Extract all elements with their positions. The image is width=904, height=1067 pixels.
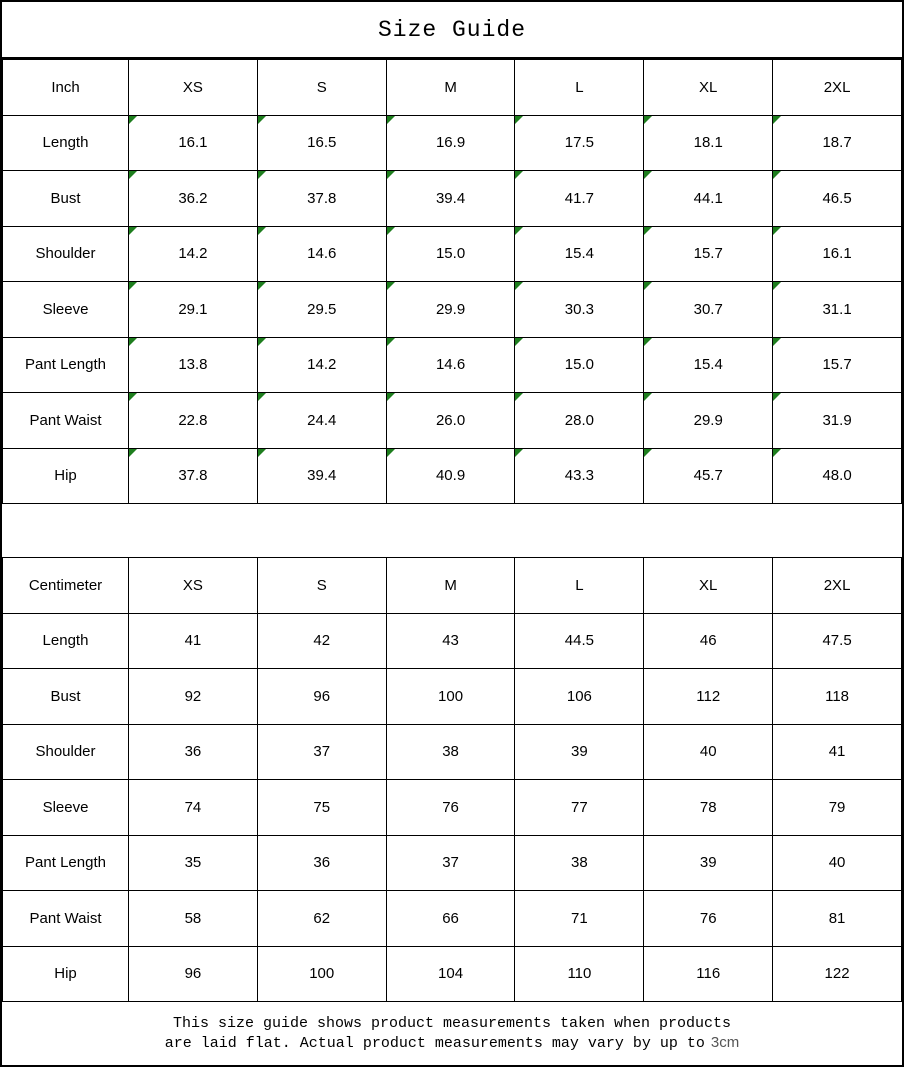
value-cell: 37 — [257, 724, 386, 780]
value-cell: 81 — [773, 891, 902, 947]
footer-note — [2, 1002, 902, 1065]
size-header-cell: XS — [129, 60, 258, 116]
value-cell: 37.8 — [257, 171, 386, 227]
value-cell: 28.0 — [515, 393, 644, 449]
value-cell: 40 — [644, 724, 773, 780]
table-row — [3, 171, 902, 227]
value-cell: 37 — [386, 835, 515, 891]
value-cell: 41 — [773, 724, 902, 780]
value-cell: 36 — [257, 835, 386, 891]
value-cell: 15.4 — [515, 226, 644, 282]
value-cell: 29.9 — [386, 282, 515, 338]
row-label: Sleeve — [3, 780, 129, 836]
value-cell: 15.0 — [386, 226, 515, 282]
footer-line-2-text: are laid flat. Actual product measurements may vary by up to — [164, 1035, 705, 1052]
value-cell: 29.9 — [644, 393, 773, 449]
value-cell: 116 — [644, 946, 773, 1002]
value-cell: 41.7 — [515, 171, 644, 227]
value-cell: 39 — [644, 835, 773, 891]
size-header-cell: M — [386, 558, 515, 614]
size-header-cell: L — [515, 558, 644, 614]
value-cell: 100 — [386, 669, 515, 725]
value-cell: 15.0 — [515, 337, 644, 393]
row-label: Shoulder — [3, 226, 129, 282]
table-row — [3, 115, 902, 171]
value-cell: 17.5 — [515, 115, 644, 171]
size-header-cell: 2XL — [773, 60, 902, 116]
value-cell: 44.1 — [644, 171, 773, 227]
value-cell: 76 — [386, 780, 515, 836]
cm-size-table — [2, 557, 902, 1002]
row-label: Bust — [3, 669, 129, 725]
value-cell: 100 — [257, 946, 386, 1002]
value-cell: 77 — [515, 780, 644, 836]
table-row — [3, 393, 902, 449]
inch-size-table — [2, 59, 902, 504]
value-cell: 30.7 — [644, 282, 773, 338]
row-label: Length — [3, 115, 129, 171]
value-cell: 76 — [644, 891, 773, 947]
size-header-cell: S — [257, 60, 386, 116]
value-cell: 106 — [515, 669, 644, 725]
value-cell: 43.3 — [515, 448, 644, 504]
value-cell: 112 — [644, 669, 773, 725]
header-row — [3, 558, 902, 614]
value-cell: 47.5 — [773, 613, 902, 669]
table-row — [3, 946, 902, 1002]
table-row — [3, 891, 902, 947]
table-row — [3, 835, 902, 891]
value-cell: 45.7 — [644, 448, 773, 504]
size-header-cell: L — [515, 60, 644, 116]
page-title: Size Guide — [2, 2, 902, 59]
value-cell: 38 — [515, 835, 644, 891]
value-cell: 14.2 — [129, 226, 258, 282]
value-cell: 46.5 — [773, 171, 902, 227]
table-row — [3, 724, 902, 780]
value-cell: 118 — [773, 669, 902, 725]
row-label: Pant Length — [3, 337, 129, 393]
footer-line-2 — [165, 1033, 739, 1053]
value-cell: 15.4 — [644, 337, 773, 393]
row-label: Shoulder — [3, 724, 129, 780]
value-cell: 14.6 — [257, 226, 386, 282]
value-cell: 18.1 — [644, 115, 773, 171]
value-cell: 104 — [386, 946, 515, 1002]
value-cell: 40 — [773, 835, 902, 891]
value-cell: 39.4 — [257, 448, 386, 504]
value-cell: 24.4 — [257, 393, 386, 449]
value-cell: 36.2 — [129, 171, 258, 227]
value-cell: 78 — [644, 780, 773, 836]
value-cell: 15.7 — [644, 226, 773, 282]
value-cell: 41 — [129, 613, 258, 669]
table-row — [3, 226, 902, 282]
value-cell: 96 — [129, 946, 258, 1002]
header-row — [3, 60, 902, 116]
value-cell: 66 — [386, 891, 515, 947]
unit-label: Centimeter — [3, 558, 129, 614]
table-row — [3, 448, 902, 504]
value-cell: 26.0 — [386, 393, 515, 449]
value-cell: 35 — [129, 835, 258, 891]
value-cell: 37.8 — [129, 448, 258, 504]
value-cell: 39.4 — [386, 171, 515, 227]
footer-line-1: This size guide shows product measurements taken when products — [172, 1015, 732, 1032]
value-cell: 29.1 — [129, 282, 258, 338]
value-cell: 16.5 — [257, 115, 386, 171]
value-cell: 92 — [129, 669, 258, 725]
row-label: Hip — [3, 448, 129, 504]
unit-label: Inch — [3, 60, 129, 116]
value-cell: 29.5 — [257, 282, 386, 338]
value-cell: 42 — [257, 613, 386, 669]
size-header-cell: M — [386, 60, 515, 116]
table-gap — [2, 504, 902, 557]
row-label: Hip — [3, 946, 129, 1002]
row-label: Length — [3, 613, 129, 669]
value-cell: 75 — [257, 780, 386, 836]
value-cell: 38 — [386, 724, 515, 780]
value-cell: 13.8 — [129, 337, 258, 393]
value-cell: 58 — [129, 891, 258, 947]
footer-line-2-suffix: 3cm — [710, 1034, 740, 1051]
value-cell: 16.1 — [129, 115, 258, 171]
value-cell: 48.0 — [773, 448, 902, 504]
size-header-cell: XL — [644, 60, 773, 116]
value-cell: 30.3 — [515, 282, 644, 338]
table-row — [3, 282, 902, 338]
value-cell: 36 — [129, 724, 258, 780]
value-cell: 44.5 — [515, 613, 644, 669]
table-row — [3, 613, 902, 669]
value-cell: 40.9 — [386, 448, 515, 504]
size-header-cell: 2XL — [773, 558, 902, 614]
size-header-cell: XS — [129, 558, 258, 614]
value-cell: 22.8 — [129, 393, 258, 449]
value-cell: 31.9 — [773, 393, 902, 449]
value-cell: 39 — [515, 724, 644, 780]
row-label: Sleeve — [3, 282, 129, 338]
table-row — [3, 669, 902, 725]
value-cell: 46 — [644, 613, 773, 669]
size-header-cell: XL — [644, 558, 773, 614]
value-cell: 14.2 — [257, 337, 386, 393]
value-cell: 16.9 — [386, 115, 515, 171]
row-label: Bust — [3, 171, 129, 227]
value-cell: 16.1 — [773, 226, 902, 282]
table-row — [3, 780, 902, 836]
value-cell: 74 — [129, 780, 258, 836]
value-cell: 79 — [773, 780, 902, 836]
value-cell: 43 — [386, 613, 515, 669]
value-cell: 14.6 — [386, 337, 515, 393]
row-label: Pant Length — [3, 835, 129, 891]
value-cell: 71 — [515, 891, 644, 947]
table-row — [3, 337, 902, 393]
value-cell: 96 — [257, 669, 386, 725]
value-cell: 110 — [515, 946, 644, 1002]
value-cell: 15.7 — [773, 337, 902, 393]
row-label: Pant Waist — [3, 891, 129, 947]
value-cell: 62 — [257, 891, 386, 947]
size-header-cell: S — [257, 558, 386, 614]
value-cell: 18.7 — [773, 115, 902, 171]
row-label: Pant Waist — [3, 393, 129, 449]
value-cell: 122 — [773, 946, 902, 1002]
value-cell: 31.1 — [773, 282, 902, 338]
